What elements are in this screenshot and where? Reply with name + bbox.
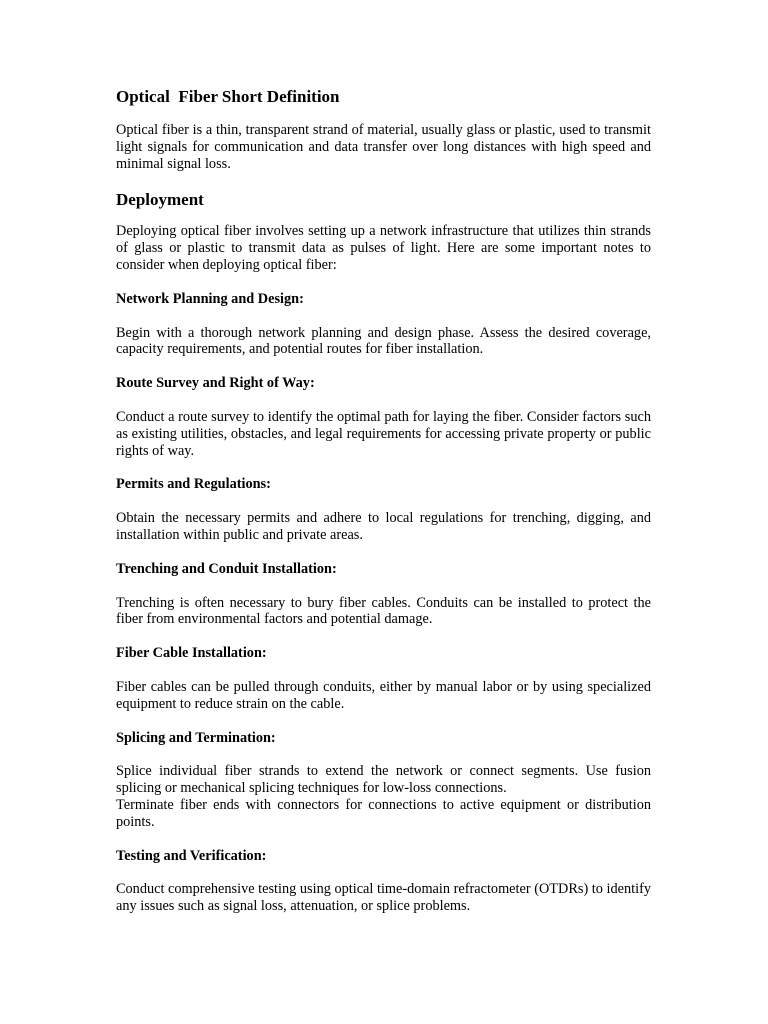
subheading-cable-installation: Fiber Cable Installation: bbox=[116, 645, 267, 662]
deployment-heading: Deployment bbox=[116, 190, 204, 210]
subheading-network-planning: Network Planning and Design: bbox=[116, 290, 304, 307]
section-body bbox=[116, 595, 651, 629]
deployment-intro: Deploying optical fiber involves setting up a network infrastructure that utilizes thin strands of glass or plastic to transmit data as pulses of light. Here are some important notes to consider when deploying optical fiber: bbox=[116, 223, 651, 273]
section-paragraph: Conduct a route survey to identify the optimal path for laying the fiber. Consider factors such as existing utilities, obstacles, and legal requirements for accessing private property or public rights of way. bbox=[116, 408, 651, 459]
definition-paragraph: Optical fiber is a thin, transparent strand of material, usually glass or plastic, used to transmit light signals for communication and data transfer over long distances with high speed and minimal signal loss. bbox=[116, 122, 651, 172]
section-body bbox=[116, 679, 651, 713]
subheading-route-survey: Route Survey and Right of Way: bbox=[116, 375, 315, 392]
section-paragraph: Fiber cables can be pulled through conduits, either by manual labor or by using specialized equipment to reduce strain on the cable. bbox=[116, 678, 651, 712]
section-paragraph: Terminate fiber ends with connectors for connections to active equipment or distribution points. bbox=[116, 796, 651, 830]
section-paragraph: Trenching is often necessary to bury fiber cables. Conduits can be installed to protect the fiber from environmental factors and potential damage. bbox=[116, 594, 651, 628]
section-paragraph: Obtain the necessary permits and adhere to local regulations for trenching, digging, and installation within public and private areas. bbox=[116, 510, 651, 543]
section-body bbox=[116, 325, 651, 359]
subheading-trenching: Trenching and Conduit Installation: bbox=[116, 560, 337, 577]
section-paragraph: Splice individual fiber strands to extend the network or connect segments. Use fusion splicing or mechanical splicing techniques for low-loss connections. bbox=[116, 763, 651, 797]
document-title: Optical Fiber Short Definition bbox=[116, 87, 340, 106]
document-page bbox=[116, 86, 651, 932]
section-body bbox=[116, 510, 651, 544]
subheading-testing: Testing and Verification: bbox=[116, 847, 267, 864]
subheading-permits: Permits and Regulations: bbox=[116, 476, 271, 493]
section-paragraph: Begin with a thorough network planning and design phase. Assess the desired coverage, capacity requirements, and potential routes for fiber installation. bbox=[116, 324, 651, 358]
section-body bbox=[116, 881, 651, 915]
subheading-splicing: Splicing and Termination: bbox=[116, 729, 276, 746]
section-body bbox=[116, 763, 651, 830]
section-body bbox=[116, 409, 651, 459]
section-paragraph: Conduct comprehensive testing using optical time-domain refractometer (OTDRs) to identify any issues such as signal loss, attenuation, or splice problems. bbox=[116, 881, 651, 915]
